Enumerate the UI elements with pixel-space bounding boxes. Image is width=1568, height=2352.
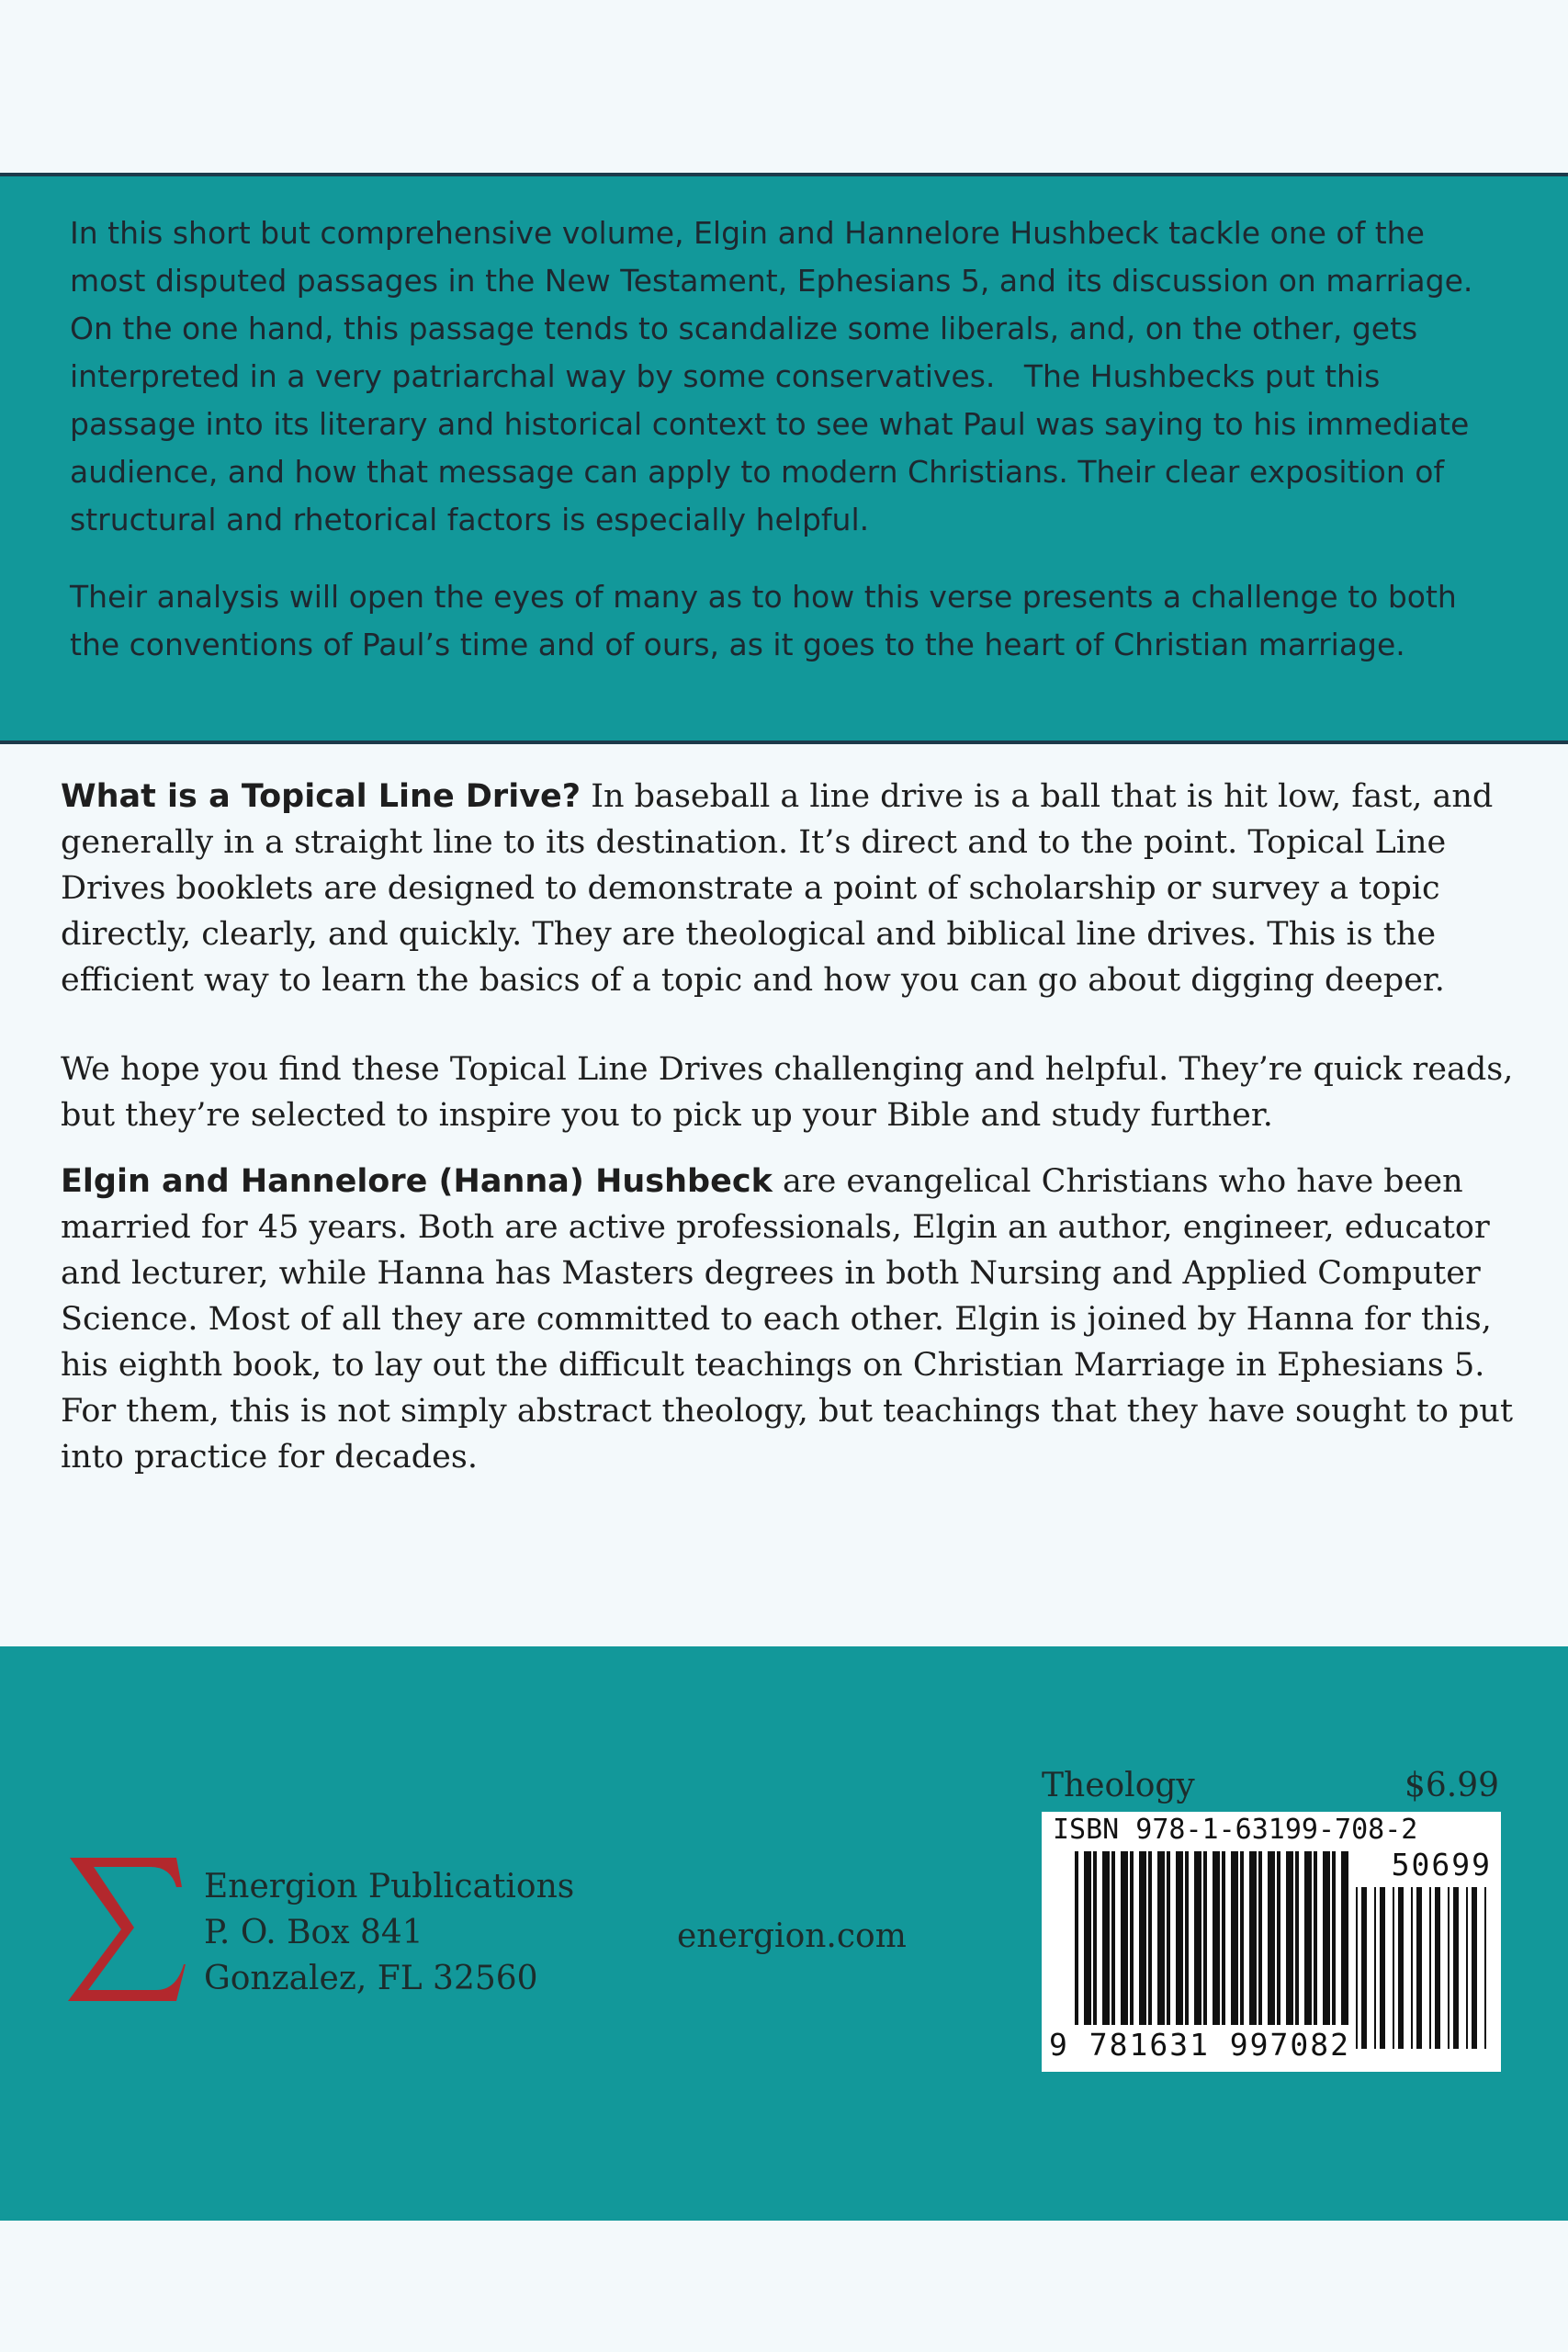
barcode-bar <box>1295 1851 1299 2025</box>
barcode-bar <box>1148 1851 1152 2025</box>
barcode-bar <box>1111 1851 1115 2025</box>
barcode-bar <box>1484 1887 1486 2049</box>
barcode-bar <box>1203 1851 1207 2025</box>
barcode-bar <box>1314 1851 1317 2025</box>
barcode-bar <box>1249 1851 1257 2025</box>
barcode-bar <box>1398 1887 1404 2049</box>
series-paragraph <box>61 774 1521 1003</box>
publisher-website: energion.com <box>677 1917 907 1955</box>
barcode-bar <box>1411 1887 1413 2049</box>
blurb-band <box>0 173 1568 744</box>
barcode-bar <box>1416 1887 1422 2049</box>
isbn-text: ISBN 978-1-63199-708-2 <box>1053 1814 1418 1846</box>
barcode <box>1042 1812 1501 2072</box>
barcode-bar <box>1130 1851 1134 2025</box>
barcode-bar <box>1356 1887 1358 2049</box>
publisher-city: Gonzalez, FL 32560 <box>204 1960 538 1997</box>
barcode-bar <box>1268 1851 1275 2025</box>
sigma-icon <box>66 1856 186 2003</box>
ean-digits: 9 781631 997082 <box>1049 2027 1351 2063</box>
barcode-bar <box>1435 1887 1440 2049</box>
barcode-bar <box>1304 1851 1312 2025</box>
barcode-bar <box>1374 1887 1376 2049</box>
barcode-bar <box>1448 1887 1450 2049</box>
publisher-address <box>204 1864 574 2002</box>
series-heading: What is a Topical Line Drive? <box>61 778 581 815</box>
barcode-bar <box>1361 1887 1367 2049</box>
barcode-bar <box>1393 1887 1394 2049</box>
barcode-bar <box>1466 1887 1468 2049</box>
series-hope: We hope you find these Topical Line Drives challenging and helpful. They’re quick reads, but they’re selected to inspire you to pick up your Bible and study further. <box>61 1051 1514 1134</box>
barcode-bar <box>1286 1851 1293 2025</box>
blurb-paragraph-2: Their analysis will open the eyes of many as to how this verse presents a challenge to both the conventions of Paul’s time and of ours, as it goes to the heart of Christian marriage. <box>70 579 1467 662</box>
barcode-bar <box>1102 1851 1110 2025</box>
publisher-po-box: P. O. Box 841 <box>204 1914 423 1951</box>
barcode-bar <box>1472 1887 1477 2049</box>
barcode-bar <box>1380 1887 1385 2049</box>
book-price: $6.99 <box>1404 1767 1500 1804</box>
publisher-name: Energion Publications <box>204 1868 575 1905</box>
barcode-bar <box>1231 1851 1238 2025</box>
barcode-bar <box>1277 1851 1280 2025</box>
barcode-bar <box>1176 1851 1183 2025</box>
series-description: In baseball a line drive is a ball that is hit low, fast, and generally in a straight line to its destination. It’s direct and to the point. Topical Line Drives booklets are designed to demonstrate a point of scholarship or survey a topic directly, clearly, and quickly. They are theological and biblical line drives. This is the efficient way to learn the basics of a topic and how you can go about digging deeper. <box>61 778 1494 999</box>
barcode-bar <box>1093 1851 1097 2025</box>
book-category: Theology <box>1042 1767 1195 1804</box>
barcode-bar <box>1157 1851 1165 2025</box>
author-paragraph <box>61 1159 1521 1480</box>
barcode-bar <box>1139 1851 1146 2025</box>
blurb-text <box>70 209 1503 698</box>
barcode-bar <box>1332 1851 1336 2025</box>
author-bio: are evangelical Christians who have been married for 45 years. Both are active professionals, Elgin an author, engineer, educator and lecturer, while Hanna has Masters degrees in both Nursing and Applied Computer Science. Most of all they are committed to each other. Elgin is joined by Hanna for this, his eighth book, to lay out the difficult teachings on Christian Marriage in Ephesians 5. For them, this is not simply abstract theology, but teachings that they have sought to put into practice for decades. <box>61 1163 1514 1476</box>
barcode-bar <box>1258 1851 1262 2025</box>
barcode-bar <box>1341 1851 1348 2025</box>
barcode-bar <box>1453 1887 1459 2049</box>
price-addon-digits: 50699 <box>1391 1847 1492 1883</box>
barcode-bar <box>1121 1851 1128 2025</box>
barcode-bar <box>1075 1851 1078 2025</box>
barcode-bar <box>1323 1851 1330 2025</box>
author-names: Elgin and Hannelore (Hanna) Hushbeck <box>61 1163 773 1200</box>
barcode-bar <box>1185 1851 1189 2025</box>
description-section <box>61 774 1521 1523</box>
barcode-bar <box>1222 1851 1225 2025</box>
barcode-bar <box>1213 1851 1220 2025</box>
barcode-bar <box>1194 1851 1201 2025</box>
barcode-bar <box>1240 1851 1244 2025</box>
barcode-bar <box>1084 1851 1091 2025</box>
barcode-bar <box>1429 1887 1431 2049</box>
barcode-bar <box>1167 1851 1170 2025</box>
blurb-paragraph-1: In this short but comprehensive volume, Elgin and Hannelore Hushbeck tackle one of the most disputed passages in the New Testament, Ephesians 5, and its discussion on marriage. On the one hand, this passage tends to scandalize some liberals, and, on the other, gets interpreted in a very patriarchal way by some conservatives. The Hushbecks put this passage into its literary and historical context to see what Paul was saying to his immediate audience, and how that message can apply to modern Christians. Their clear exposition of structural and rhetorical factors is especially helpful. <box>70 215 1502 537</box>
